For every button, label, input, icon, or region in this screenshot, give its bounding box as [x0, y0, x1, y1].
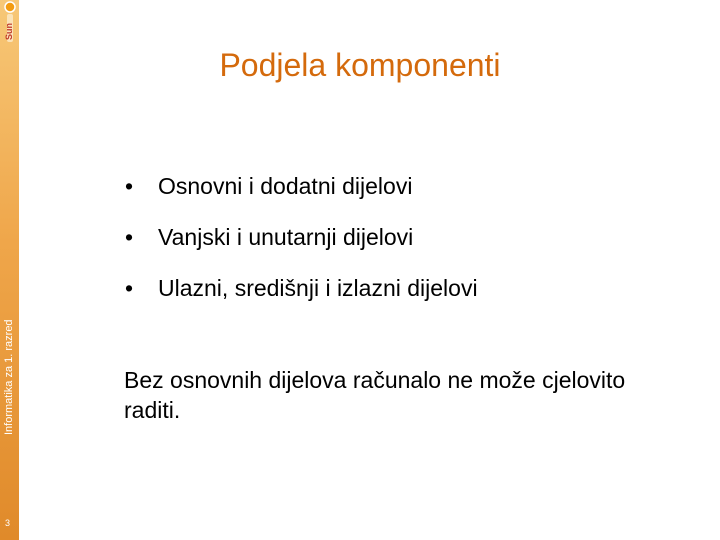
course-label: Informatika za 1. razred — [3, 319, 15, 435]
bullet-text: Osnovni i dodatni dijelovi — [158, 173, 413, 199]
page-number: 3 — [5, 518, 11, 528]
bullet-item — [125, 275, 478, 306]
bullet-list — [125, 173, 478, 326]
bullet-dot: • — [125, 275, 134, 301]
bullet-text: Ulazni, središnji i izlazni dijelovi — [158, 275, 478, 301]
bullet-dot: • — [125, 173, 134, 199]
bullet-item — [125, 173, 478, 204]
side-bar — [0, 0, 19, 540]
note-paragraph: Bez osnovnih dijelova računalo ne može cjelovito raditi. — [124, 367, 626, 423]
publisher-logo-text: Sun — [4, 23, 14, 40]
bullet-dot: • — [125, 224, 134, 250]
bullet-item — [125, 224, 478, 255]
slide-title: Podjela komponenti — [219, 47, 501, 83]
bullet-text: Vanjski i unutarnji dijelovi — [158, 224, 414, 250]
